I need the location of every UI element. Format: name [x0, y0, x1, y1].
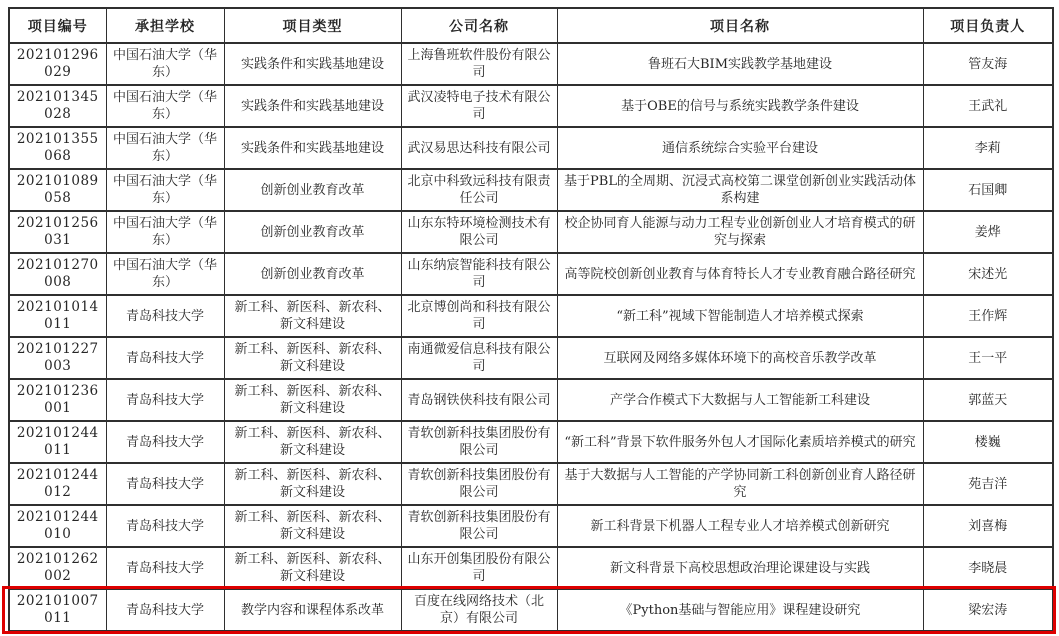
leader-cell: 苑吉洋: [923, 463, 1053, 505]
leader-cell: 李晓晨: [923, 547, 1053, 589]
leader-cell: 李莉: [923, 127, 1053, 169]
school-cell: 青岛科技大学: [106, 421, 224, 463]
school-cell: 青岛科技大学: [106, 463, 224, 505]
project-type-cell: 新工科、新医科、新农科、新文科建设: [224, 505, 401, 547]
column-header-project-type: 项目类型: [224, 8, 401, 43]
project-id-cell: 202101262002: [9, 547, 106, 589]
project-type-cell: 新工科、新医科、新农科、新文科建设: [224, 463, 401, 505]
table-row: [9, 85, 1053, 127]
company-cell: 山东纳宸智能科技有限公司: [401, 253, 557, 295]
table-row: [9, 547, 1053, 589]
company-cell: 武汉凌特电子技术有限公司: [401, 85, 557, 127]
table-row: [9, 379, 1053, 421]
projects-table: [8, 7, 1054, 632]
leader-cell: 宋述光: [923, 253, 1053, 295]
company-cell: 北京博创尚和科技有限公司: [401, 295, 557, 337]
project-name-cell: 鲁班石大BIM实践教学基地建设: [557, 43, 923, 85]
project-id-cell: 202101270008: [9, 253, 106, 295]
project-type-cell: 实践条件和实践基地建设: [224, 43, 401, 85]
school-cell: 青岛科技大学: [106, 337, 224, 379]
project-id-cell: 202101227003: [9, 337, 106, 379]
project-id-cell: 202101355068: [9, 127, 106, 169]
column-header-project-name: 项目名称: [557, 8, 923, 43]
school-cell: 青岛科技大学: [106, 505, 224, 547]
table-row: [9, 337, 1053, 379]
leader-cell: 管友海: [923, 43, 1053, 85]
school-cell: 中国石油大学（华东）: [106, 85, 224, 127]
project-id-cell: 202101345028: [9, 85, 106, 127]
leader-cell: 姜烨: [923, 211, 1053, 253]
project-type-cell: 创新创业教育改革: [224, 211, 401, 253]
project-type-cell: 新工科、新医科、新农科、新文科建设: [224, 421, 401, 463]
project-name-cell: 产学合作模式下大数据与人工智能新工科建设: [557, 379, 923, 421]
table-header: [9, 8, 1053, 43]
company-cell: 武汉易思达科技有限公司: [401, 127, 557, 169]
project-name-cell: 《Python基础与智能应用》课程建设研究: [557, 589, 923, 631]
company-cell: 百度在线网络技术（北京）有限公司: [401, 589, 557, 631]
project-type-cell: 实践条件和实践基地建设: [224, 127, 401, 169]
project-id-cell: 202101256031: [9, 211, 106, 253]
company-cell: 青软创新科技集团股份有限公司: [401, 505, 557, 547]
table-row: [9, 421, 1053, 463]
project-type-cell: 新工科、新医科、新农科、新文科建设: [224, 295, 401, 337]
project-name-cell: “新工科”视域下智能制造人才培养模式探索: [557, 295, 923, 337]
school-cell: 中国石油大学（华东）: [106, 211, 224, 253]
project-type-cell: 教学内容和课程体系改革: [224, 589, 401, 631]
project-id-cell: 202101007011: [9, 589, 106, 631]
leader-cell: 王一平: [923, 337, 1053, 379]
company-cell: 青软创新科技集团股份有限公司: [401, 463, 557, 505]
project-id-cell: 202101244010: [9, 505, 106, 547]
company-cell: 山东东特环境检测技术有限公司: [401, 211, 557, 253]
company-cell: 北京中科致远科技有限责任公司: [401, 169, 557, 211]
company-cell: 南通微爱信息科技有限公司: [401, 337, 557, 379]
school-cell: 中国石油大学（华东）: [106, 43, 224, 85]
company-cell: 青软创新科技集团股份有限公司: [401, 421, 557, 463]
school-cell: 青岛科技大学: [106, 295, 224, 337]
leader-cell: 石国卿: [923, 169, 1053, 211]
school-cell: 青岛科技大学: [106, 547, 224, 589]
column-header-school: 承担学校: [106, 8, 224, 43]
table-header-row: [9, 8, 1053, 43]
table-row: [9, 127, 1053, 169]
school-cell: 中国石油大学（华东）: [106, 253, 224, 295]
project-name-cell: 高等院校创新创业教育与体育特长人才专业教育融合路径研究: [557, 253, 923, 295]
leader-cell: 刘喜梅: [923, 505, 1053, 547]
project-type-cell: 新工科、新医科、新农科、新文科建设: [224, 379, 401, 421]
table-row: [9, 253, 1053, 295]
school-cell: 青岛科技大学: [106, 379, 224, 421]
document-page: [8, 7, 1052, 632]
company-cell: 山东开创集团股份有限公司: [401, 547, 557, 589]
project-type-cell: 创新创业教育改革: [224, 169, 401, 211]
project-name-cell: “新工科”背景下软件服务外包人才国际化素质培养模式的研究: [557, 421, 923, 463]
project-type-cell: 创新创业教育改革: [224, 253, 401, 295]
leader-cell: 王武礼: [923, 85, 1053, 127]
leader-cell: 郭蓝天: [923, 379, 1053, 421]
project-type-cell: 实践条件和实践基地建设: [224, 85, 401, 127]
project-id-cell: 202101244012: [9, 463, 106, 505]
school-cell: 中国石油大学（华东）: [106, 127, 224, 169]
project-name-cell: 基于PBL的全周期、沉浸式高校第二课堂创新创业实践活动体系构建: [557, 169, 923, 211]
project-type-cell: 新工科、新医科、新农科、新文科建设: [224, 337, 401, 379]
project-id-cell: 202101089058: [9, 169, 106, 211]
table-row: [9, 211, 1053, 253]
project-id-cell: 202101296029: [9, 43, 106, 85]
project-name-cell: 基于大数据与人工智能的产学协同新工科创新创业育人路径研究: [557, 463, 923, 505]
company-cell: 上海鲁班软件股份有限公司: [401, 43, 557, 85]
project-id-cell: 202101014011: [9, 295, 106, 337]
leader-cell: 梁宏涛: [923, 589, 1053, 631]
school-cell: 中国石油大学（华东）: [106, 169, 224, 211]
project-name-cell: 互联网及网络多媒体环境下的高校音乐教学改革: [557, 337, 923, 379]
table-row: [9, 505, 1053, 547]
column-header-project-id: 项目编号: [9, 8, 106, 43]
project-name-cell: 校企协同育人能源与动力工程专业创新创业人才培育模式的研究与探索: [557, 211, 923, 253]
project-id-cell: 202101244011: [9, 421, 106, 463]
table-row: [9, 463, 1053, 505]
leader-cell: 楼巍: [923, 421, 1053, 463]
column-header-company: 公司名称: [401, 8, 557, 43]
project-name-cell: 新文科背景下高校思想政治理论课建设与实践: [557, 547, 923, 589]
table-row: [9, 43, 1053, 85]
project-type-cell: 新工科、新医科、新农科、新文科建设: [224, 547, 401, 589]
table-row: [9, 589, 1053, 631]
school-cell: 青岛科技大学: [106, 589, 224, 631]
company-cell: 青岛钢铁侠科技有限公司: [401, 379, 557, 421]
project-name-cell: 基于OBE的信号与系统实践教学条件建设: [557, 85, 923, 127]
project-id-cell: 202101236001: [9, 379, 106, 421]
table-row: [9, 169, 1053, 211]
leader-cell: 王作辉: [923, 295, 1053, 337]
project-name-cell: 新工科背景下机器人工程专业人才培养模式创新研究: [557, 505, 923, 547]
project-name-cell: 通信系统综合实验平台建设: [557, 127, 923, 169]
table-body: [9, 43, 1053, 631]
column-header-leader: 项目负责人: [923, 8, 1053, 43]
table-row: [9, 295, 1053, 337]
